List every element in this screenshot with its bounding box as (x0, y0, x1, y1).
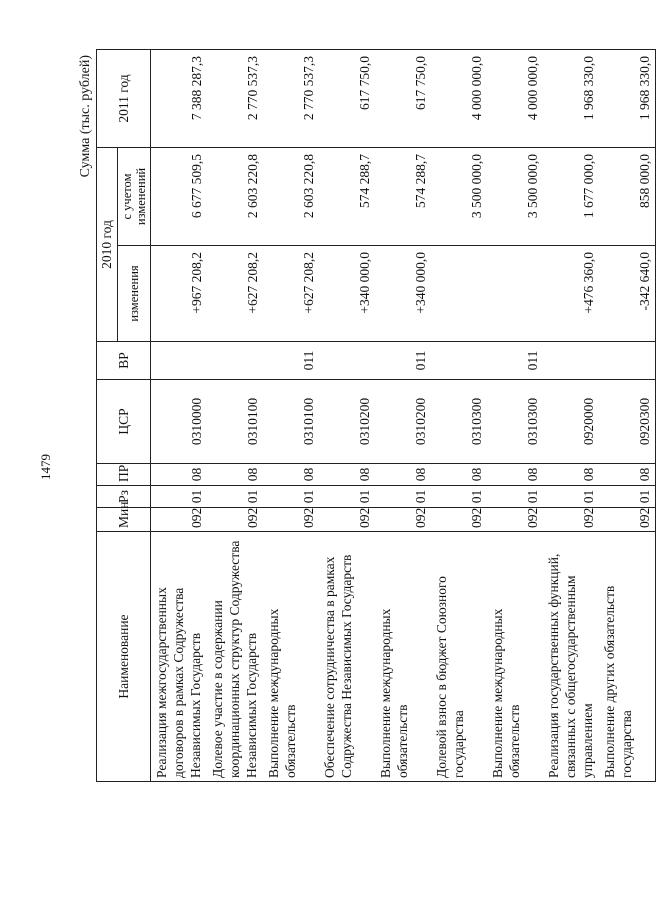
cell-name: Долевой взнос в бюджет Союзного государства (431, 532, 487, 782)
cell-vr: 011 (375, 342, 431, 380)
cell-change: -342 640,0 (599, 246, 656, 342)
cell-vr (543, 342, 599, 380)
cell-name: Обеспечение сотрудничества в рамках Содружества Независимых Государств (319, 532, 375, 782)
cell-vr (599, 342, 656, 380)
cell-rz: 01 (431, 486, 487, 508)
cell-y2011: 617 750,0 (319, 50, 375, 148)
cell-csr: 0310300 (487, 380, 543, 464)
cell-csr: 0310100 (263, 380, 319, 464)
header-min: Мин (97, 508, 151, 532)
table-row (263, 50, 319, 782)
cell-rz: 01 (319, 486, 375, 508)
cell-rz: 01 (263, 486, 319, 508)
cell-change (431, 246, 487, 342)
cell-name: Долевое участие в содержании координационных структур Содружества Независимых Государств (207, 532, 263, 782)
cell-rz: 01 (599, 486, 656, 508)
table-body (151, 50, 656, 782)
cell-min: 092 (375, 508, 431, 532)
cell-change: +627 208,2 (263, 246, 319, 342)
cell-csr: 0310100 (207, 380, 263, 464)
cell-rz: 01 (207, 486, 263, 508)
cell-min: 092 (543, 508, 599, 532)
cell-pr: 08 (319, 464, 375, 486)
cell-name: Выполнение международных обязательств (263, 532, 319, 782)
cell-pr: 08 (431, 464, 487, 486)
cell-rz: 01 (375, 486, 431, 508)
header-with-changes: с учетом изменений (118, 148, 151, 246)
table-row (599, 50, 656, 782)
page-number: 1479 (38, 454, 53, 480)
table-row (375, 50, 431, 782)
table-row (487, 50, 543, 782)
cell-csr: 0310200 (375, 380, 431, 464)
cell-min: 092 (487, 508, 543, 532)
cell-y2011: 7 388 287,3 (151, 50, 208, 148)
cell-name: Выполнение других обязательств государства (599, 532, 656, 782)
cell-pr: 08 (263, 464, 319, 486)
cell-vr: 011 (487, 342, 543, 380)
cell-csr: 0920300 (599, 380, 656, 464)
table-row (151, 50, 208, 782)
cell-vr (319, 342, 375, 380)
cell-vr (431, 342, 487, 380)
cell-with-changes: 3 500 000,0 (487, 148, 543, 246)
cell-change: +340 000,0 (319, 246, 375, 342)
cell-with-changes: 2 603 220,8 (263, 148, 319, 246)
header-changes: изменения (118, 246, 151, 342)
cell-change: +627 208,2 (207, 246, 263, 342)
cell-change: +967 208,2 (151, 246, 208, 342)
cell-with-changes: 1 677 000,0 (543, 148, 599, 246)
cell-with-changes: 2 603 220,8 (207, 148, 263, 246)
header-pr: ПР (97, 464, 151, 486)
cell-min: 092 (319, 508, 375, 532)
cell-pr: 08 (599, 464, 656, 486)
cell-min: 092 (263, 508, 319, 532)
cell-name: Выполнение международных обязательств (487, 532, 543, 782)
cell-vr (151, 342, 208, 380)
cell-min: 092 (207, 508, 263, 532)
units-label: Сумма (тыс. рублей) (78, 55, 93, 178)
cell-rz: 01 (543, 486, 599, 508)
cell-min: 092 (151, 508, 208, 532)
cell-csr: 0310000 (151, 380, 208, 464)
header-csr: ЦСР (97, 380, 151, 464)
cell-name: Выполнение международных обязательств (375, 532, 431, 782)
cell-with-changes: 858 000,0 (599, 148, 656, 246)
cell-rz: 01 (487, 486, 543, 508)
budget-table (96, 49, 656, 782)
header-2010: 2010 год (97, 148, 118, 342)
cell-pr: 08 (375, 464, 431, 486)
cell-change: +476 360,0 (543, 246, 599, 342)
table-row (319, 50, 375, 782)
cell-with-changes: 574 288,7 (375, 148, 431, 246)
header-vr: ВР (97, 342, 151, 380)
cell-change (487, 246, 543, 342)
cell-y2011: 2 770 537,3 (207, 50, 263, 148)
cell-change: +340 000,0 (375, 246, 431, 342)
cell-name: Реализация государственных функций, связанных с общегосударственным управлением (543, 532, 599, 782)
cell-vr: 011 (263, 342, 319, 380)
cell-csr: 0920000 (543, 380, 599, 464)
cell-with-changes: 3 500 000,0 (431, 148, 487, 246)
cell-name: Реализация межгосударственных договоров в рамках Содружества Независимых Государств (151, 532, 208, 782)
cell-min: 092 (431, 508, 487, 532)
cell-pr: 08 (487, 464, 543, 486)
cell-y2011: 1 968 330,0 (543, 50, 599, 148)
cell-pr: 08 (151, 464, 208, 486)
header-name: Наименование (97, 532, 151, 782)
table-row (543, 50, 599, 782)
cell-with-changes: 574 288,7 (319, 148, 375, 246)
header-rz: Рз (97, 486, 151, 508)
table-row (431, 50, 487, 782)
header-row-1 (97, 50, 118, 782)
table-row (207, 50, 263, 782)
cell-y2011: 617 750,0 (375, 50, 431, 148)
cell-csr: 0310300 (431, 380, 487, 464)
cell-vr (207, 342, 263, 380)
cell-pr: 08 (543, 464, 599, 486)
cell-min: 092 (599, 508, 656, 532)
cell-y2011: 1 968 330,0 (599, 50, 656, 148)
cell-y2011: 4 000 000,0 (431, 50, 487, 148)
header-2011: 2011 год (97, 50, 151, 148)
cell-with-changes: 6 677 509,5 (151, 148, 208, 246)
cell-y2011: 4 000 000,0 (487, 50, 543, 148)
cell-pr: 08 (207, 464, 263, 486)
cell-y2011: 2 770 537,3 (263, 50, 319, 148)
cell-rz: 01 (151, 486, 208, 508)
cell-csr: 0310200 (319, 380, 375, 464)
